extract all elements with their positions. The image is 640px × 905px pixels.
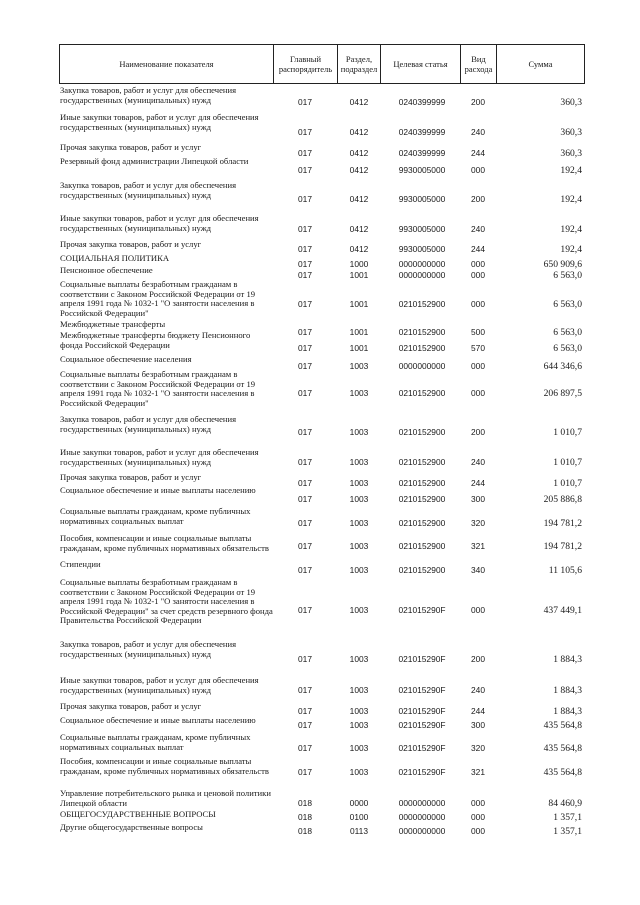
row-name: Социальные выплаты гражданам, кроме публичных нормативных социальных выплат: [60, 732, 251, 752]
row-stat: 0210152900: [398, 494, 446, 504]
row-glav: 017: [298, 327, 312, 337]
row-sum: 650 909,6: [543, 259, 582, 270]
row-razd: 1003: [349, 605, 369, 615]
row-vid: 000: [471, 165, 485, 175]
row-razd: 1003: [349, 494, 369, 504]
row-vid: 000: [471, 605, 485, 615]
row-glav: 017: [298, 541, 312, 551]
row-name: Социальные выплаты безработным гражданам в соответствии с Законом Российской Федерации от 19 апреля 1991 года № 1032-1 "О занятости населения в Российской Федерации": [60, 369, 256, 408]
row-glav: 017: [298, 194, 312, 204]
row-razd: 0412: [349, 244, 369, 254]
row-razd: 0100: [349, 812, 369, 822]
row-glav: 017: [298, 720, 312, 730]
row-vid: 240: [471, 457, 485, 467]
row-sum: 6 563,0: [553, 299, 582, 310]
row-sum: 192,4: [560, 224, 582, 235]
header-stat: Целевая статья: [381, 44, 461, 84]
row-glav: 017: [298, 299, 312, 309]
row-name: Другие общегосударственные вопросы: [60, 822, 203, 832]
row-name: Социальные выплаты безработным гражданам в соответствии с Законом Российской Федерации от 19 апреля 1991 года № 1032-1 "О занятости населения в Российской Федерации": [60, 279, 256, 318]
row-razd: 0000: [349, 798, 369, 808]
row-name: Межбюджетные трансферты бюджету Пенсионного фонда Российской Федерации: [60, 330, 251, 350]
row-stat: 0000000000: [398, 826, 446, 836]
row-name: СОЦИАЛЬНАЯ ПОЛИТИКА: [60, 253, 170, 263]
row-sum: 1 357,1: [553, 826, 582, 837]
row-glav: 017: [298, 743, 312, 753]
row-glav: 017: [298, 767, 312, 777]
row-stat: 0210152900: [398, 565, 446, 575]
row-name: Прочая закупка товаров, работ и услуг: [60, 472, 202, 482]
row-stat: 021015290F: [398, 706, 446, 716]
row-stat: 0000000000: [398, 798, 446, 808]
row-sum: 1 010,7: [553, 457, 582, 468]
row-sum: 6 563,0: [553, 270, 582, 281]
row-sum: 1 010,7: [553, 478, 582, 489]
header-razd: Раздел, подраздел: [338, 44, 381, 84]
row-stat: 0210152900: [398, 388, 446, 398]
row-stat: 0210152900: [398, 327, 446, 337]
row-razd: 1003: [349, 767, 369, 777]
header-sum: Сумма: [497, 44, 585, 84]
row-glav: 017: [298, 706, 312, 716]
row-vid: 000: [471, 388, 485, 398]
row-name: Иные закупки товаров, работ и услуг для обеспечения государственных (муниципальных) нужд: [60, 112, 259, 132]
row-razd: 1003: [349, 720, 369, 730]
row-glav: 017: [298, 654, 312, 664]
row-glav: 018: [298, 826, 312, 836]
row-razd: 1003: [349, 565, 369, 575]
row-stat: 021015290F: [398, 685, 446, 695]
row-glav: 017: [298, 518, 312, 528]
row-vid: 320: [471, 518, 485, 528]
row-vid: 500: [471, 327, 485, 337]
row-stat: 9930005000: [398, 165, 446, 175]
row-vid: 244: [471, 148, 485, 158]
row-stat: 9930005000: [398, 194, 446, 204]
row-razd: 1003: [349, 706, 369, 716]
row-razd: 1001: [349, 327, 369, 337]
row-razd: 1003: [349, 361, 369, 371]
row-vid: 321: [471, 541, 485, 551]
row-name: Пособия, компенсации и иные социальные выплаты гражданам, кроме публичных нормативных обязательств: [60, 533, 269, 553]
row-sum: 6 563,0: [553, 327, 582, 338]
row-sum: 192,4: [560, 165, 582, 176]
row-razd: 1000: [349, 259, 369, 269]
row-sum: 6 563,0: [553, 343, 582, 354]
row-sum: 194 781,2: [543, 518, 582, 529]
row-name: Закупка товаров, работ и услуг для обеспечения государственных (муниципальных) нужд: [60, 639, 237, 659]
row-sum: 206 897,5: [543, 388, 582, 399]
row-glav: 017: [298, 244, 312, 254]
row-stat: 0210152900: [398, 541, 446, 551]
row-glav: 018: [298, 798, 312, 808]
row-name: Закупка товаров, работ и услуг для обеспечения государственных (муниципальных) нужд: [60, 85, 237, 105]
row-vid: 300: [471, 494, 485, 504]
row-name: Социальное обеспечение населения: [60, 354, 192, 364]
row-vid: 244: [471, 478, 485, 488]
row-sum: 1 357,1: [553, 812, 582, 823]
row-razd: 0412: [349, 148, 369, 158]
row-glav: 017: [298, 127, 312, 137]
row-sum: 437 449,1: [543, 605, 582, 616]
row-name: Социальное обеспечение и иные выплаты населению: [60, 485, 256, 495]
row-vid: 244: [471, 244, 485, 254]
row-razd: 1003: [349, 427, 369, 437]
row-sum: 644 346,6: [543, 361, 582, 372]
row-name: Социальное обеспечение и иные выплаты населению: [60, 715, 256, 725]
row-vid: 000: [471, 259, 485, 269]
row-razd: 1003: [349, 518, 369, 528]
row-vid: 200: [471, 427, 485, 437]
row-sum: 435 564,8: [543, 720, 582, 731]
row-stat: 0000000000: [398, 259, 446, 269]
row-glav: 017: [298, 494, 312, 504]
row-glav: 017: [298, 361, 312, 371]
row-name: Прочая закупка товаров, работ и услуг: [60, 142, 202, 152]
row-stat: 0210152900: [398, 518, 446, 528]
row-glav: 017: [298, 427, 312, 437]
row-stat: 021015290F: [398, 654, 446, 664]
row-glav: 017: [298, 565, 312, 575]
row-name: Пенсионное обеспечение: [60, 265, 153, 275]
row-stat: 0210152900: [398, 343, 446, 353]
row-glav: 017: [298, 343, 312, 353]
row-sum: 84 460,9: [548, 798, 582, 809]
row-name: Стипендии: [60, 559, 101, 569]
row-sum: 435 564,8: [543, 767, 582, 778]
row-vid: 000: [471, 361, 485, 371]
row-stat: 0210152900: [398, 478, 446, 488]
row-glav: 017: [298, 97, 312, 107]
row-vid: 300: [471, 720, 485, 730]
row-glav: 017: [298, 259, 312, 269]
row-stat: 0000000000: [398, 361, 446, 371]
row-razd: 0412: [349, 165, 369, 175]
row-stat: 0210152900: [398, 299, 446, 309]
row-glav: 017: [298, 224, 312, 234]
row-sum: 1 884,3: [553, 685, 582, 696]
row-razd: 1003: [349, 743, 369, 753]
row-glav: 017: [298, 605, 312, 615]
row-name: Прочая закупка товаров, работ и услуг: [60, 701, 202, 711]
row-razd: 1001: [349, 299, 369, 309]
row-razd: 1003: [349, 478, 369, 488]
row-glav: 017: [298, 148, 312, 158]
row-sum: 435 564,8: [543, 743, 582, 754]
row-razd: 1001: [349, 270, 369, 280]
row-glav: 017: [298, 270, 312, 280]
row-vid: 000: [471, 826, 485, 836]
row-stat: 0000000000: [398, 812, 446, 822]
row-razd: 1003: [349, 654, 369, 664]
row-sum: 194 781,2: [543, 541, 582, 552]
row-name: Иные закупки товаров, работ и услуг для обеспечения государственных (муниципальных) нужд: [60, 213, 259, 233]
row-name: Прочая закупка товаров, работ и услуг: [60, 239, 202, 249]
row-stat: 0210152900: [398, 457, 446, 467]
row-name: Межбюджетные трансферты: [60, 319, 166, 329]
row-name: Социальные выплаты гражданам, кроме публичных нормативных социальных выплат: [60, 506, 251, 526]
row-razd: 0412: [349, 224, 369, 234]
row-vid: 340: [471, 565, 485, 575]
row-sum: 360,3: [560, 148, 582, 159]
row-vid: 244: [471, 706, 485, 716]
row-glav: 017: [298, 685, 312, 695]
row-glav: 017: [298, 457, 312, 467]
row-vid: 200: [471, 194, 485, 204]
row-razd: 1001: [349, 343, 369, 353]
row-name: Социальные выплаты безработным гражданам в соответствии с Законом Российской Федерации от 19 апреля 1991 года № 1032-1 "О занятости населения в Российской Федерации" за счет средств резервного фонда Правительства Российской Федерации: [60, 577, 273, 626]
row-razd: 1003: [349, 541, 369, 551]
row-vid: 321: [471, 767, 485, 777]
row-glav: 017: [298, 165, 312, 175]
row-vid: 240: [471, 685, 485, 695]
row-name: Закупка товаров, работ и услуг для обеспечения государственных (муниципальных) нужд: [60, 180, 237, 200]
row-name: Резервный фонд администрации Липецкой области: [60, 156, 249, 166]
row-vid: 000: [471, 798, 485, 808]
row-name: Управление потребительского рынка и ценовой политики Липецкой области: [60, 788, 271, 808]
row-sum: 11 105,6: [548, 565, 582, 576]
row-stat: 021015290F: [398, 605, 446, 615]
row-vid: 240: [471, 127, 485, 137]
row-vid: 200: [471, 97, 485, 107]
header-name: Наименование показателя: [59, 44, 274, 84]
row-sum: 360,3: [560, 97, 582, 108]
row-stat: 021015290F: [398, 743, 446, 753]
row-glav: 018: [298, 812, 312, 822]
row-name: Пособия, компенсации и иные социальные выплаты гражданам, кроме публичных нормативных обязательств: [60, 756, 269, 776]
row-name: ОБЩЕГОСУДАРСТВЕННЫЕ ВОПРОСЫ: [60, 809, 216, 819]
row-vid: 240: [471, 224, 485, 234]
row-vid: 200: [471, 654, 485, 664]
row-stat: 0240399999: [398, 148, 446, 158]
row-stat: 0000000000: [398, 270, 446, 280]
row-razd: 1003: [349, 457, 369, 467]
row-sum: 205 886,8: [543, 494, 582, 505]
row-stat: 0210152900: [398, 427, 446, 437]
row-razd: 0412: [349, 127, 369, 137]
row-sum: 192,4: [560, 244, 582, 255]
row-glav: 017: [298, 388, 312, 398]
row-sum: 1 010,7: [553, 427, 582, 438]
row-razd: 0412: [349, 194, 369, 204]
row-stat: 021015290F: [398, 720, 446, 730]
row-glav: 017: [298, 478, 312, 488]
row-stat: 0240399999: [398, 97, 446, 107]
row-razd: 1003: [349, 685, 369, 695]
row-razd: 0412: [349, 97, 369, 107]
row-vid: 570: [471, 343, 485, 353]
row-sum: 1 884,3: [553, 706, 582, 717]
row-razd: 0113: [349, 826, 368, 836]
header-vid: Вид расхода: [461, 44, 497, 84]
header-glav: Главный распорядитель: [274, 44, 338, 84]
row-vid: 000: [471, 270, 485, 280]
row-vid: 000: [471, 812, 485, 822]
row-sum: 192,4: [560, 194, 582, 205]
row-name: Иные закупки товаров, работ и услуг для обеспечения государственных (муниципальных) нужд: [60, 675, 259, 695]
row-vid: 320: [471, 743, 485, 753]
row-sum: 360,3: [560, 127, 582, 138]
row-razd: 1003: [349, 388, 369, 398]
row-stat: 9930005000: [398, 224, 446, 234]
row-name: Иные закупки товаров, работ и услуг для обеспечения государственных (муниципальных) нужд: [60, 447, 259, 467]
row-stat: 9930005000: [398, 244, 446, 254]
row-name: Закупка товаров, работ и услуг для обеспечения государственных (муниципальных) нужд: [60, 414, 237, 434]
row-stat: 021015290F: [398, 767, 446, 777]
row-sum: 1 884,3: [553, 654, 582, 665]
row-vid: 000: [471, 299, 485, 309]
row-stat: 0240399999: [398, 127, 446, 137]
